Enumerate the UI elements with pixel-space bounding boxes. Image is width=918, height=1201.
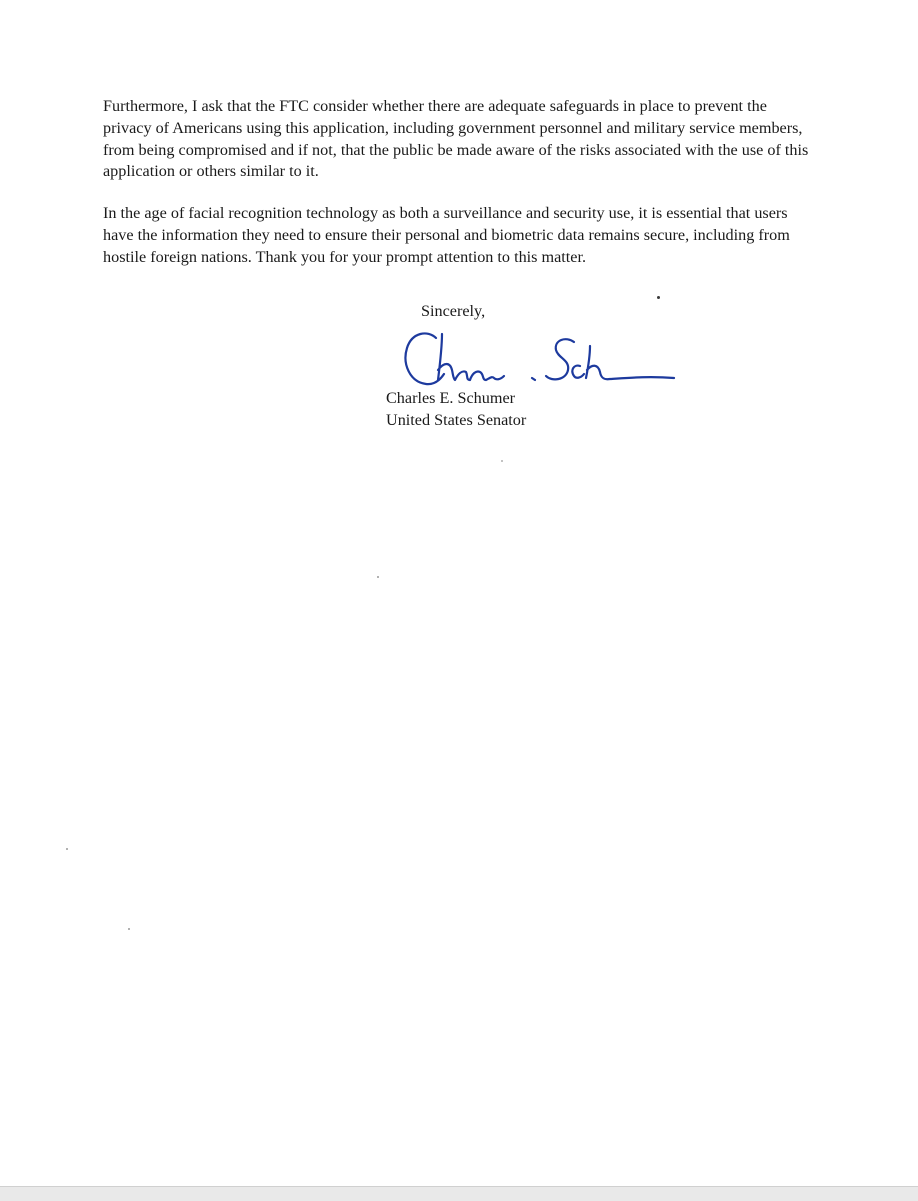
letter-closing: Sincerely,	[421, 302, 486, 320]
scan-speck	[128, 928, 130, 930]
scan-speck	[657, 296, 660, 299]
signer-name: Charles E. Schumer	[386, 389, 516, 407]
handwritten-signature	[398, 324, 688, 396]
signer-title: United States Senator	[386, 411, 527, 429]
scan-speck	[66, 848, 68, 850]
page-bottom-edge	[0, 1186, 918, 1201]
body-paragraph-2: In the age of facial recognition technology as both a surveillance and security use, it is essential that users have the information they need to ensure their personal and biometric data remains secure, including from hostile foreign nations. Thank you for your prompt attention to this matter.	[103, 204, 790, 266]
body-paragraph-1: Furthermore, I ask that the FTC consider whether there are adequate safeguards in place to prevent the privacy of Americans using this application, including government personnel and military service members, from being compromised and if not, that the public be made aware of the risks associated with the use of this application or others similar to it.	[103, 97, 809, 181]
scan-speck	[501, 460, 503, 462]
scan-speck	[377, 576, 379, 578]
